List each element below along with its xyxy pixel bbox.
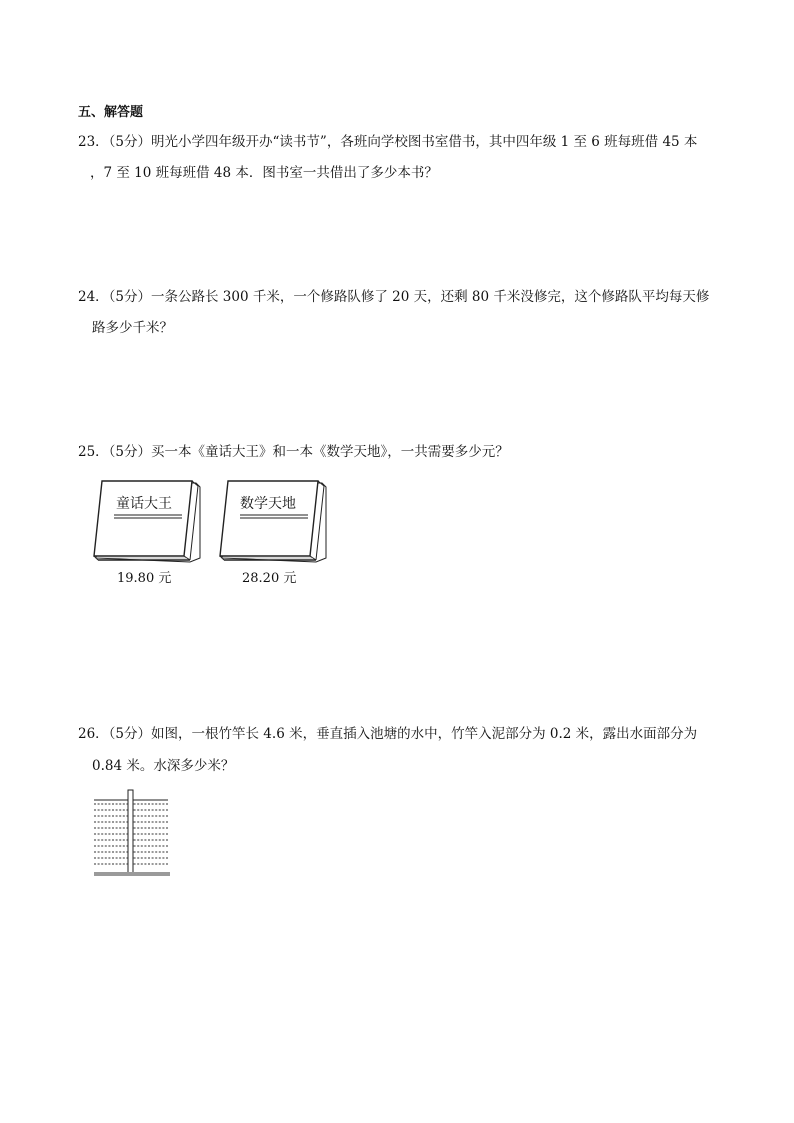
books-figure: [92, 478, 332, 588]
bamboo-pole: [128, 790, 133, 874]
question-26-line-1: 26．（5分）如图，一根竹竿长 4.6 米，垂直插入池塘的水中，竹竿入泥部分为 0.2 米，露出水面部分为: [78, 726, 698, 742]
question-24-line-1: 24．（5分）一条公路长 300 千米，一个修路队修了 20 天，还剩 80 千米没修完，这个修路队平均每天修: [78, 289, 710, 305]
book-2-title: 数学天地: [240, 496, 296, 512]
book-1-price: 19.80 元: [117, 571, 172, 586]
question-23-line-2: ，7 至 10 班每班借 48 本．图书室一共借出了多少本书？: [90, 165, 438, 181]
pond-mud: [94, 872, 170, 876]
question-24-line-2: 路多少千米？: [92, 320, 173, 336]
book-2-price: 28.20 元: [242, 571, 297, 586]
question-25-line-1: 25．（5分）买一本《童话大王》和一本《数学天地》，一共需要多少元？: [78, 444, 509, 460]
pond-figure: [92, 788, 172, 880]
question-26-line-2: 0.84 米。水深多少米？: [92, 758, 235, 774]
question-23-line-1: 23．（5分）明光小学四年级开办“读书节”，各班向学校图书室借书，其中四年级 1 至 6 班每班借 45 本: [78, 134, 698, 150]
pond-illustration: [92, 788, 172, 880]
section-title: 五、解答题: [78, 105, 144, 120]
book-1-title: 童话大王: [116, 496, 172, 512]
